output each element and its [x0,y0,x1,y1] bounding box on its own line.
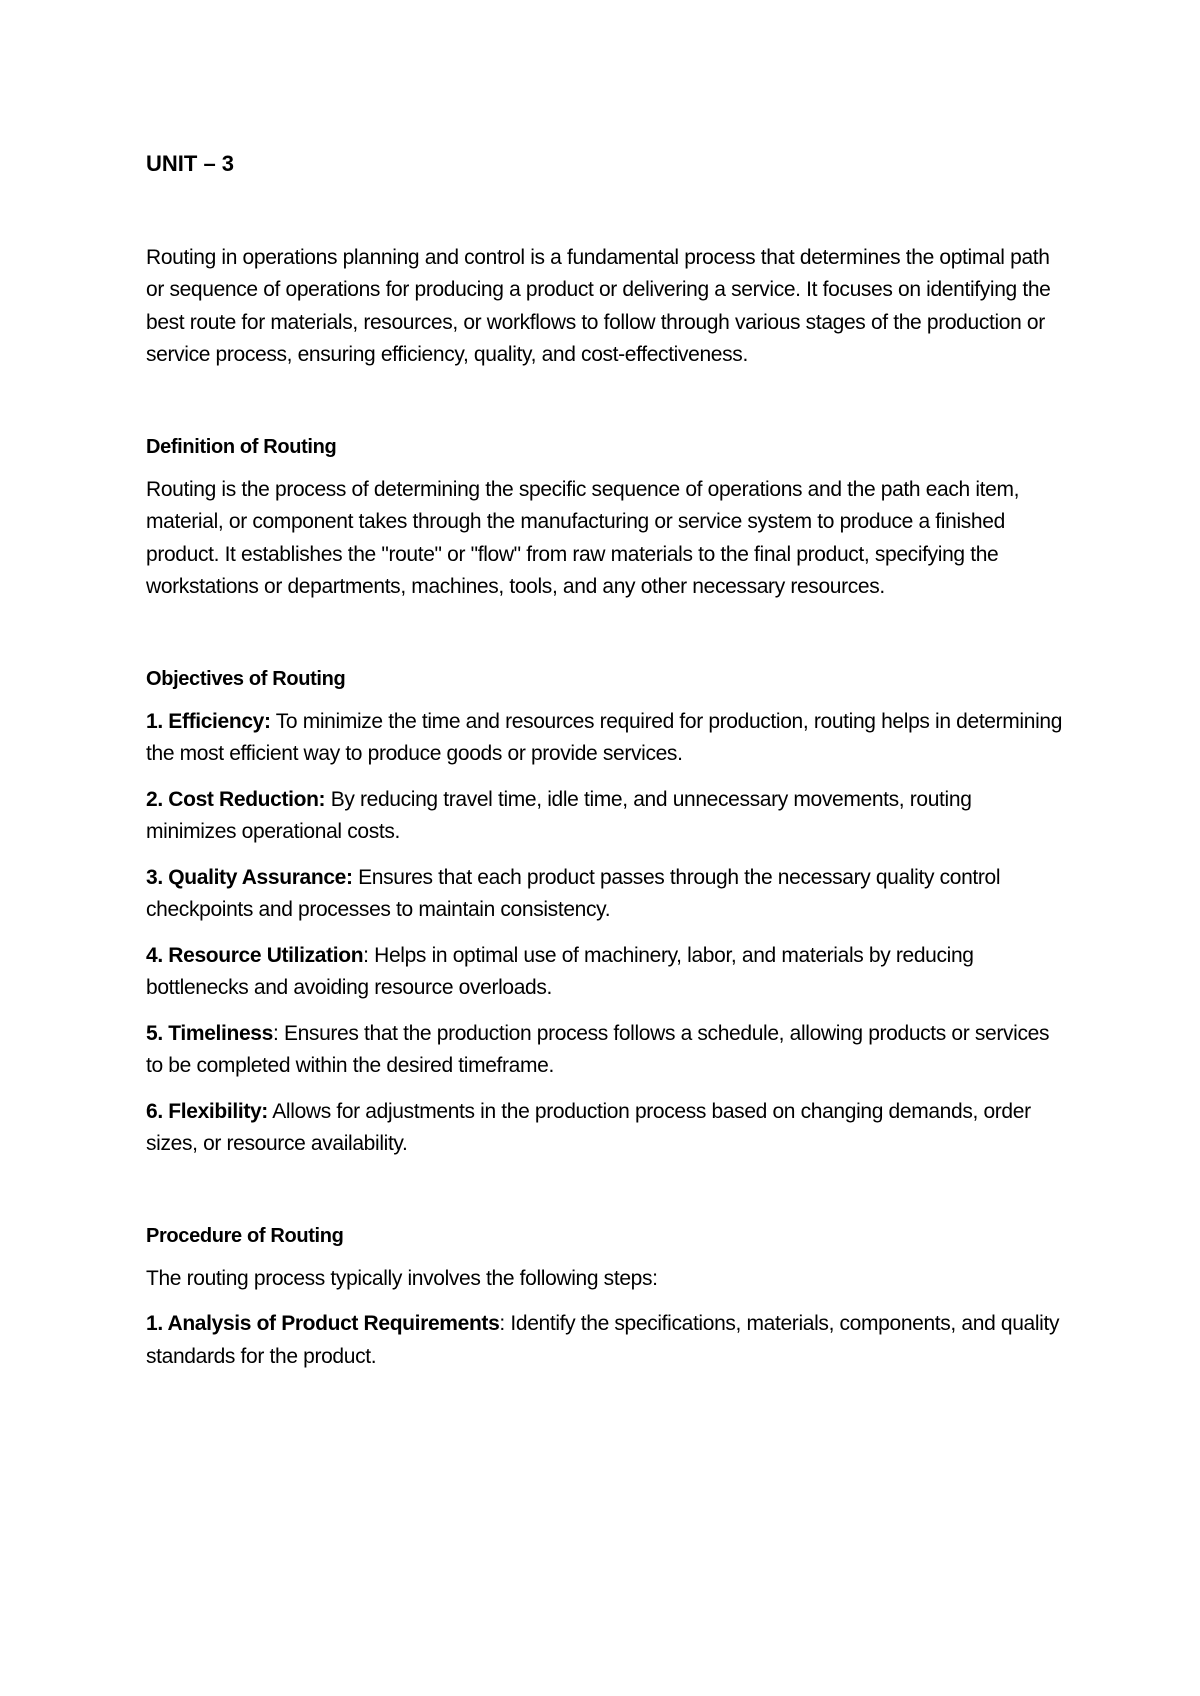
objective-item [146,940,1066,1005]
objective-term: 1. Efficiency: [146,709,271,733]
objective-term: 6. Flexibility: [146,1099,268,1123]
definition-heading: Definition of Routing [146,435,337,458]
procedure-item [146,1308,1066,1373]
definition-paragraph: Routing is the process of determining the specific sequence of operations and the path each item, material, or component takes through the manufacturing or service system to produce a finished product. It establishes the "route" or "flow" from raw materials to the final product, specifying the workstations or departments, machines, tools, and any other necessary resources. [146,477,1020,598]
procedure-intro: The routing process typically involves the following steps: [146,1266,658,1290]
document-body [146,140,1066,1373]
objective-item [146,784,1066,849]
procedure-term: 1. Analysis of Product Requirements [146,1312,500,1335]
objective-text: : Ensures that the production process follows a schedule, allowing products or services to be completed within the desired timeframe. [146,1021,1050,1077]
objective-term: 2. Cost Reduction: [146,787,326,811]
objective-item [146,1018,1066,1083]
objectives-heading: Objectives of Routing [146,667,346,690]
unit-title: UNIT – 3 [146,151,235,176]
objective-text: By reducing travel time, idle time, and unnecessary movements, routing minimizes operational costs. [146,787,972,843]
objective-item [146,706,1066,771]
objective-text: Allows for adjustments in the production process based on changing demands, order sizes, or resource availability. [146,1099,1031,1155]
objective-text: : Helps in optimal use of machinery, labor, and materials by reducing bottlenecks and avoiding resource overloads. [146,943,974,999]
objective-text: Ensures that each product passes through the necessary quality control checkpoints and processes to maintain consistency. [146,865,1001,921]
procedure-text: : Identify the specifications, materials, components, and quality standards for the product. [146,1312,1060,1368]
objective-item [146,1096,1066,1161]
procedure-heading: Procedure of Routing [146,1224,344,1247]
intro-paragraph: Routing in operations planning and control is a fundamental process that determines the optimal path or sequence of operations for producing a product or delivering a service. It focuses on identifying the best route for materials, resources, or workflows to follow through various stages of the production or service process, ensuring efficiency, quality, and cost-effectiveness. [146,245,1051,366]
objective-item [146,862,1066,927]
objective-text: To minimize the time and resources required for production, routing helps in determining the most efficient way to produce goods or provide services. [146,709,1063,765]
objective-term: 5. Timeliness [146,1021,273,1045]
objective-term: 3. Quality Assurance: [146,865,353,889]
objective-term: 4. Resource Utilization [146,943,364,967]
